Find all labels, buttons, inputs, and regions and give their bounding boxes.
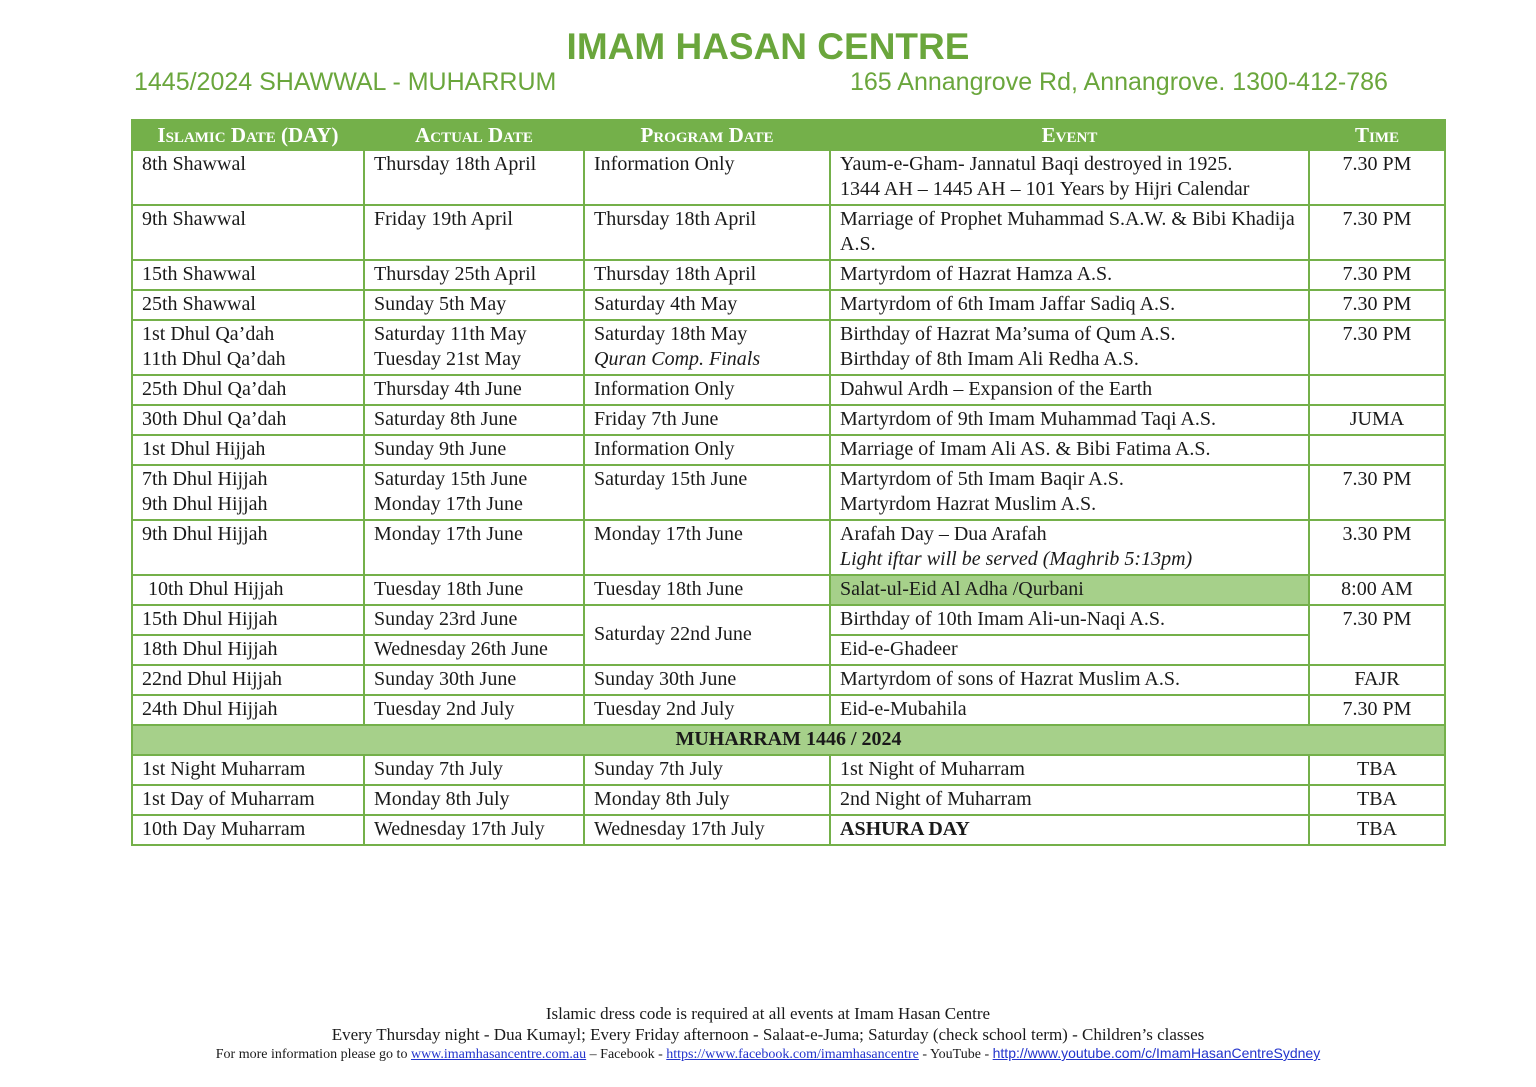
islamic-date-line: 1st Dhul Qa’dah <box>142 323 275 345</box>
program-date: Saturday 22nd June <box>584 605 830 665</box>
weekly-schedule-note: Every Thursday night - Dua Kumayl; Every Friday afternoon - Salaat-e-Juma; Saturday (check school term) - Children’s classes <box>331 1025 1205 1044</box>
program-date: Monday 17th June <box>584 520 830 575</box>
program-date: Information Only <box>584 375 830 405</box>
table-row <box>132 785 1445 815</box>
col-header-time: Time <box>1309 120 1445 150</box>
program-date: Information Only <box>584 150 830 205</box>
program-date <box>584 320 830 375</box>
table-row <box>132 695 1445 725</box>
event: Birthday of 10th Imam Ali-un-Naqi A.S. <box>830 605 1309 635</box>
islamic-date: 1st Night Muharram <box>132 755 364 785</box>
time: 7.30 PM <box>1309 320 1445 375</box>
event: Marriage of Imam Ali AS. & Bibi Fatima A.S. <box>830 435 1309 465</box>
program-date: Thursday 18th April <box>584 260 830 290</box>
actual-date: Sunday 5th May <box>364 290 584 320</box>
time: TBA <box>1309 755 1445 785</box>
time <box>1309 435 1445 465</box>
time: 7.30 PM <box>1309 150 1445 205</box>
islamic-date: 30th Dhul Qa’dah <box>132 405 364 435</box>
islamic-date: 8th Shawwal <box>132 150 364 205</box>
time: 7.30 PM <box>1309 465 1445 520</box>
event-line: Martyrdom of 5th Imam Baqir A.S. <box>840 468 1124 490</box>
actual-date: Sunday 23rd June <box>364 605 584 635</box>
time: 7.30 PM <box>1309 260 1445 290</box>
islamic-date: 9th Shawwal <box>132 205 364 260</box>
table-row <box>132 320 1445 375</box>
time: 7.30 PM <box>1309 205 1445 260</box>
event: Martyrdom of 9th Imam Muhammad Taqi A.S. <box>830 405 1309 435</box>
program-note: Quran Comp. Finals <box>594 348 761 370</box>
program-date-line: Saturday 18th May <box>594 323 748 345</box>
event: ASHURA DAY <box>830 815 1309 845</box>
facebook-label: – Facebook - <box>589 1047 663 1062</box>
event: Eid-e-Mubahila <box>830 695 1309 725</box>
time: TBA <box>1309 815 1445 845</box>
time: 7.30 PM <box>1309 290 1445 320</box>
facebook-link[interactable]: https://www.facebook.com/imamhasancentre <box>666 1047 919 1062</box>
program-date: Wednesday 17th July <box>584 815 830 845</box>
time: 7.30 PM <box>1309 605 1445 665</box>
event-line: Arafah Day – Dua Arafah <box>840 523 1047 545</box>
time: 3.30 PM <box>1309 520 1445 575</box>
actual-date-line: Tuesday 21st May <box>374 348 522 370</box>
event-note: Light iftar will be served (Maghrib 5:13pm) <box>840 548 1193 570</box>
youtube-label: - YouTube - <box>922 1047 990 1062</box>
program-date: Sunday 30th June <box>584 665 830 695</box>
actual-date: Monday 17th June <box>364 520 584 575</box>
table-row <box>132 520 1445 575</box>
event: Marriage of Prophet Muhammad S.A.W. & Bibi Khadija A.S. <box>830 205 1309 260</box>
event <box>830 520 1309 575</box>
period-subtitle: 1445/2024 SHAWWAL - MUHARRUM <box>134 68 557 96</box>
program-date: Tuesday 2nd July <box>584 695 830 725</box>
islamic-date: 10th Day Muharram <box>132 815 364 845</box>
program-date: Sunday 7th July <box>584 755 830 785</box>
table-header-row <box>132 120 1445 150</box>
islamic-date: 22nd Dhul Hijjah <box>132 665 364 695</box>
table-row <box>132 150 1445 205</box>
time: FAJR <box>1309 665 1445 695</box>
islamic-date: 15th Shawwal <box>132 260 364 290</box>
event-line: Yaum-e-Gham- Jannatul Baqi destroyed in 1925. <box>840 153 1233 175</box>
col-header-actual-date: Actual Date <box>364 120 584 150</box>
table-row <box>132 205 1445 260</box>
event: 1st Night of Muharram <box>830 755 1309 785</box>
table-row <box>132 290 1445 320</box>
program-date: Monday 8th July <box>584 785 830 815</box>
address-subtitle: 165 Annangrove Rd, Annangrove. 1300-412-786 <box>850 68 1388 96</box>
islamic-date: 25th Dhul Qa’dah <box>132 375 364 405</box>
islamic-date: 1st Day of Muharram <box>132 785 364 815</box>
islamic-date-line: 11th Dhul Qa’dah <box>142 348 286 370</box>
actual-date-line: Saturday 15th June <box>374 468 528 490</box>
program-date: Saturday 4th May <box>584 290 830 320</box>
contact-links <box>0 1045 1536 1063</box>
program-date: Tuesday 18th June <box>584 575 830 605</box>
col-header-event: Event <box>830 120 1309 150</box>
actual-date: Wednesday 17th July <box>364 815 584 845</box>
islamic-date: 15th Dhul Hijjah <box>132 605 364 635</box>
event: Martyrdom of 6th Imam Jaffar Sadiq A.S. <box>830 290 1309 320</box>
actual-date: Sunday 9th June <box>364 435 584 465</box>
info-prefix: For more information please go to <box>215 1047 408 1062</box>
table-row <box>132 575 1445 605</box>
col-header-islamic-date: Islamic Date (DAY) <box>132 120 364 150</box>
actual-date: Sunday 7th July <box>364 755 584 785</box>
actual-date: Sunday 30th June <box>364 665 584 695</box>
islamic-date: 9th Dhul Hijjah <box>132 520 364 575</box>
program-date: Information Only <box>584 435 830 465</box>
youtube-link[interactable]: http://www.youtube.com/c/ImamHasanCentreSydney <box>992 1045 1321 1061</box>
table-row <box>132 260 1445 290</box>
events-table <box>131 119 1446 846</box>
event <box>830 465 1309 520</box>
event-line: Martyrdom Hazrat Muslim A.S. <box>840 493 1097 515</box>
actual-date: Thursday 18th April <box>364 150 584 205</box>
actual-date: Wednesday 26th June <box>364 635 584 665</box>
table-row <box>132 465 1445 520</box>
actual-date: Saturday 8th June <box>364 405 584 435</box>
islamic-date <box>132 465 364 520</box>
table-row <box>132 605 1445 635</box>
page-title: IMAM HASAN CENTRE <box>566 26 970 67</box>
dress-code-note: Islamic dress code is required at all events at Imam Hasan Centre <box>545 1004 991 1023</box>
islamic-date: 18th Dhul Hijjah <box>132 635 364 665</box>
table-row <box>132 375 1445 405</box>
time: 7.30 PM <box>1309 695 1445 725</box>
event-highlighted: Salat-ul-Eid Al Adha /Qurbani <box>830 575 1309 605</box>
table-row <box>132 665 1445 695</box>
time: TBA <box>1309 785 1445 815</box>
section-label: MUHARRAM 1446 / 2024 <box>132 725 1445 755</box>
islamic-date: 24th Dhul Hijjah <box>132 695 364 725</box>
event: Eid-e-Ghadeer <box>830 635 1309 665</box>
actual-date: Thursday 4th June <box>364 375 584 405</box>
table-row <box>132 815 1445 845</box>
event-line: 1344 AH – 1445 AH – 101 Years by Hijri Calendar <box>840 178 1250 200</box>
event-line: Birthday of 8th Imam Ali Redha A.S. <box>840 348 1139 370</box>
actual-date: Tuesday 18th June <box>364 575 584 605</box>
table-row <box>132 755 1445 785</box>
actual-date-line: Saturday 11th May <box>374 323 527 345</box>
islamic-date: 25th Shawwal <box>132 290 364 320</box>
event <box>830 150 1309 205</box>
time: 8:00 AM <box>1309 575 1445 605</box>
islamic-date: 1st Dhul Hijjah <box>132 435 364 465</box>
event: Martyrdom of sons of Hazrat Muslim A.S. <box>830 665 1309 695</box>
time: JUMA <box>1309 405 1445 435</box>
actual-date: Thursday 25th April <box>364 260 584 290</box>
event: Dahwul Ardh – Expansion of the Earth <box>830 375 1309 405</box>
islamic-date <box>132 320 364 375</box>
islamic-date-line: 7th Dhul Hijjah <box>142 468 268 490</box>
islamic-date-line: 9th Dhul Hijjah <box>142 493 268 515</box>
col-header-program-date: Program Date <box>584 120 830 150</box>
event <box>830 320 1309 375</box>
event: Martyrdom of Hazrat Hamza A.S. <box>830 260 1309 290</box>
actual-date <box>364 465 584 520</box>
table-row <box>132 435 1445 465</box>
islamic-date: 10th Dhul Hijjah <box>132 575 364 605</box>
section-row <box>132 725 1445 755</box>
actual-date <box>364 320 584 375</box>
program-date: Saturday 15th June <box>584 465 830 520</box>
website-link[interactable]: www.imamhasancentre.com.au <box>410 1047 587 1062</box>
actual-date: Friday 19th April <box>364 205 584 260</box>
event-line: Birthday of Hazrat Ma’suma of Qum A.S. <box>840 323 1176 345</box>
event: 2nd Night of Muharram <box>830 785 1309 815</box>
actual-date: Tuesday 2nd July <box>364 695 584 725</box>
time <box>1309 375 1445 405</box>
program-date: Friday 7th June <box>584 405 830 435</box>
actual-date-line: Monday 17th June <box>374 493 523 515</box>
table-row <box>132 405 1445 435</box>
program-date: Thursday 18th April <box>584 205 830 260</box>
actual-date: Monday 8th July <box>364 785 584 815</box>
